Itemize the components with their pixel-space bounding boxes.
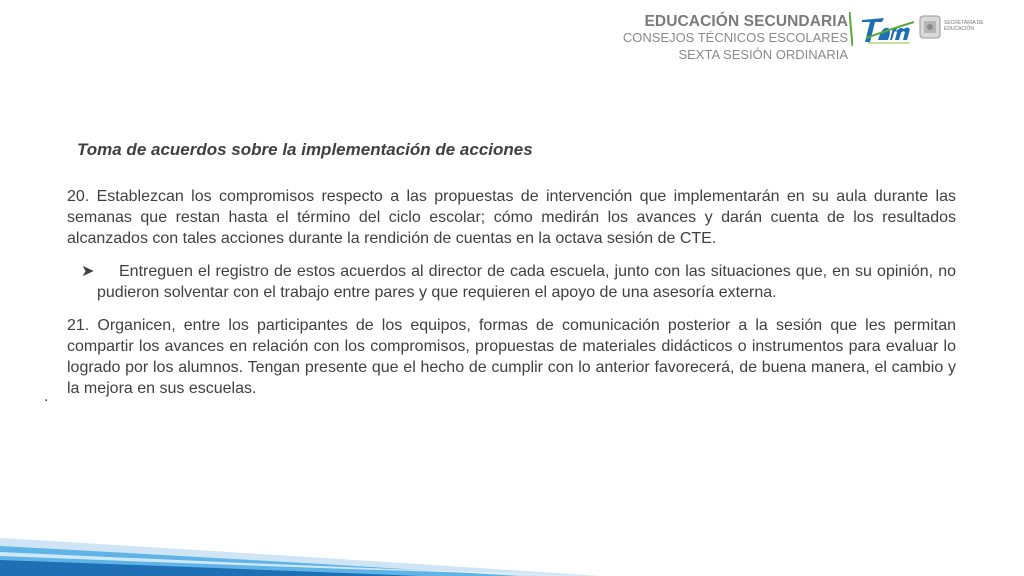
logo-caption: SECRETARÍA DE EDUCACIÓN	[944, 20, 984, 32]
arrow-bullet-icon: ➤	[81, 263, 95, 280]
bullet-text: Entreguen el registro de estos acuerdos al director de cada escuela, junto con las situaciones que, en su opinión, no pudieron solventar con el trabajo entre pares y que requieren el apoyo de una asesoría externa.	[97, 263, 956, 301]
tam-logo-icon	[860, 12, 916, 46]
footer-swoosh-decoration	[0, 516, 1024, 576]
state-seal-icon	[918, 14, 942, 40]
dot-marker: .	[44, 388, 49, 405]
section-title: Toma de acuerdos sobre la implementación de acciones	[77, 140, 533, 159]
paragraph-21: 21. Organicen, entre los participantes de los equipos, formas de comunicación posterior a la sesión que les permitan compartir los avances en relación con los compromisos, propuestas de materiales didácticos o instrumentos para evaluar lo logrado por los alumnos. Tengan presente que el hecho de cumplir con lo anterior favorecerá, de buena manera, el cambio y la mejora en sus escuelas.	[67, 317, 956, 397]
header	[508, 14, 848, 62]
header-session: SEXTA SESIÓN ORDINARIA	[678, 46, 848, 62]
bullet-item	[81, 261, 956, 303]
header-subtitle: CONSEJOS TÉCNICOS ESCOLARES	[622, 30, 848, 46]
content-body	[67, 186, 956, 399]
header-title: EDUCACIÓN SECUNDARIA	[644, 13, 848, 30]
logo-divider	[849, 12, 853, 46]
paragraph-20: 20. Establezcan los compromisos respecto a las propuestas de intervención que implementarán en su aula durante las semanas que restan hasta el término del ciclo escolar; cómo medirán los avances y darán cuenta de los resultados alcanzados con tales acciones durante la rendición de cuentas en la octava sesión de CTE.	[67, 188, 956, 247]
